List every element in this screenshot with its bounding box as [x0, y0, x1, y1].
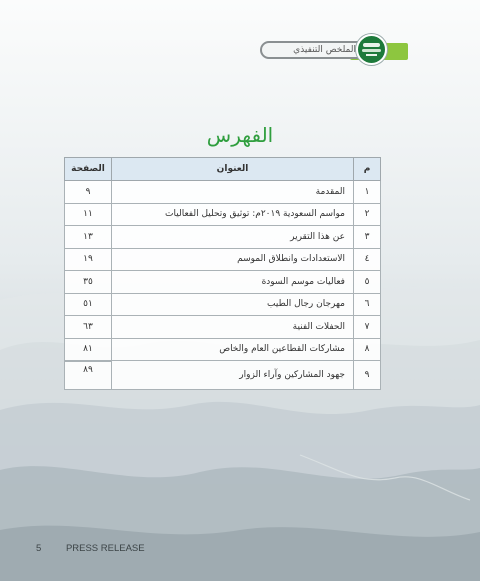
- row-title: مهرجان رجال الطيب: [112, 293, 354, 316]
- header-num: م: [354, 158, 381, 181]
- table-row: [65, 226, 381, 249]
- header-label: الملخص التنفيذي: [293, 45, 356, 55]
- header-badge: [260, 40, 408, 62]
- table-row: [65, 316, 381, 339]
- row-page: ١٣: [65, 226, 112, 249]
- row-title: فعاليات موسم السودة: [112, 271, 354, 294]
- header-title: العنوان: [112, 158, 354, 181]
- row-page: ٩: [65, 181, 112, 204]
- table-of-contents: [64, 157, 381, 390]
- row-title: عن هذا التقرير: [112, 226, 354, 249]
- row-page: ٦٣: [65, 316, 112, 339]
- footer-label: PRESS RELEASE: [65, 543, 145, 554]
- row-num: ٣: [354, 226, 381, 249]
- table-row: [65, 361, 381, 390]
- row-title: جهود المشاركين وآراء الزوار: [112, 361, 354, 390]
- row-page: ٣٥: [65, 271, 112, 294]
- row-page: ١٩: [65, 248, 112, 271]
- footer: [36, 543, 145, 554]
- table-row: [65, 181, 381, 204]
- row-title: مشاركات القطاعين العام والخاص: [112, 338, 354, 361]
- row-num: ٥: [354, 271, 381, 294]
- table-row: [65, 271, 381, 294]
- row-num: ٤: [354, 248, 381, 271]
- saudi-seasons-logo-icon: [356, 34, 387, 65]
- row-num: ٨: [354, 338, 381, 361]
- row-title: الاستعدادات وانطلاق الموسم: [112, 248, 354, 271]
- table-row: [65, 293, 381, 316]
- row-title: المقدمة: [112, 181, 354, 204]
- row-num: ٩: [354, 361, 381, 390]
- row-title: الحفلات الفنية: [112, 316, 354, 339]
- row-num: ٧: [354, 316, 381, 339]
- row-page: ١١: [65, 203, 112, 226]
- row-num: ١: [354, 181, 381, 204]
- row-page: ٨١: [65, 338, 112, 361]
- table-row: [65, 248, 381, 271]
- footer-page-number: 5: [36, 543, 42, 554]
- row-page: ٨٩: [65, 361, 112, 390]
- table-row: [65, 203, 381, 226]
- table-row: [65, 338, 381, 361]
- row-num: ٢: [354, 203, 381, 226]
- row-num: ٦: [354, 293, 381, 316]
- table-header-row: [65, 158, 381, 181]
- row-title: مواسم السعودية ٢٠١٩م: توثيق وتحليل الفعاليات: [112, 203, 354, 226]
- page-title: الفهرس: [206, 123, 274, 147]
- header-page: الصفحة: [65, 158, 112, 181]
- row-page: ٥١: [65, 293, 112, 316]
